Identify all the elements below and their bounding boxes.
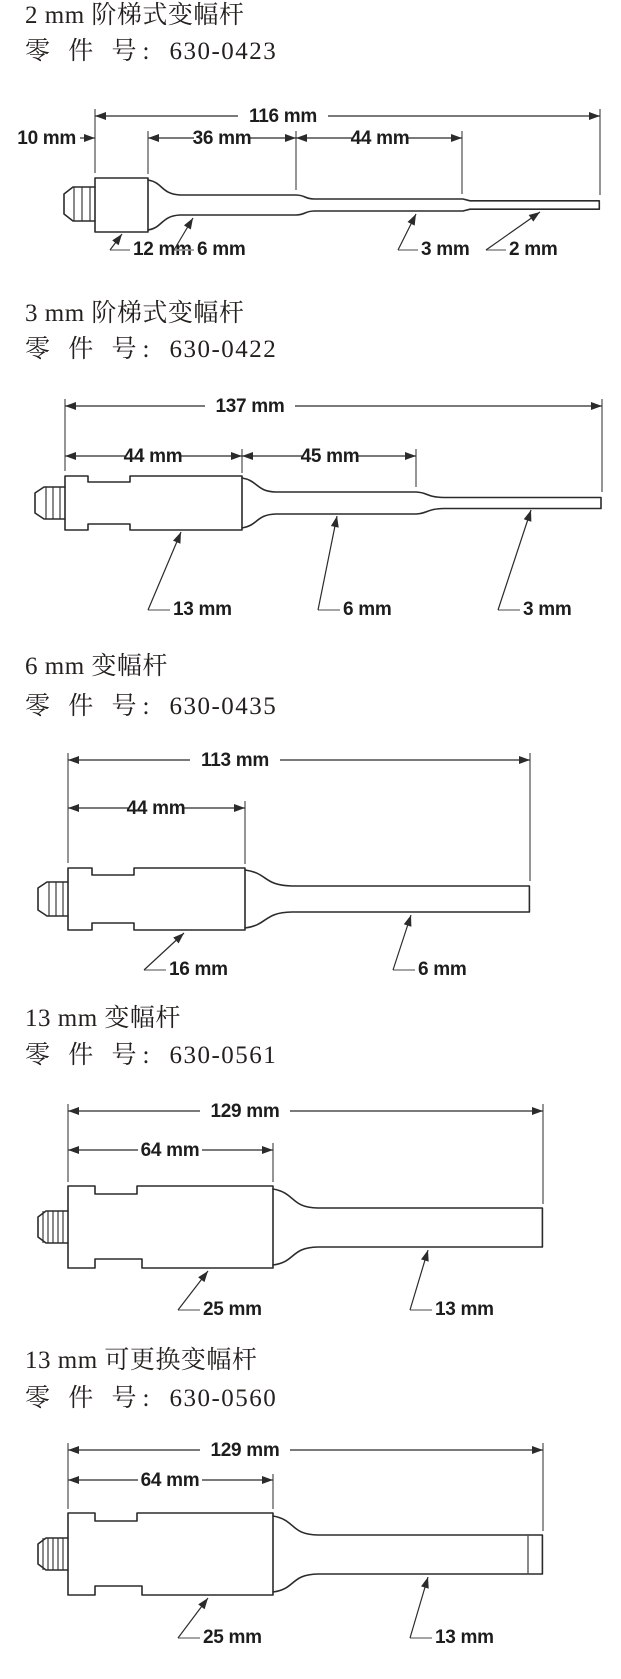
- part-label: 零 件 号:: [25, 1385, 156, 1412]
- diagram-6mm-horn: [0, 743, 621, 990]
- horn-outline: [35, 476, 601, 530]
- callout-label: 6 mm: [418, 959, 467, 980]
- dim-seg1-label: 44 mm: [126, 798, 186, 819]
- dim-overall-label: 113 mm: [201, 750, 269, 771]
- dimension-seg1: [68, 1470, 273, 1491]
- part-label: 零 件 号:: [25, 693, 156, 720]
- section-title-13mm-replaceable-horn: 13 mm 可更换变幅杆: [25, 1347, 258, 1374]
- callout-3mm: [398, 214, 469, 260]
- callout-6mm: [393, 915, 466, 980]
- callout-3mm: [498, 510, 571, 620]
- dim-seg1-label: 64 mm: [140, 1470, 200, 1491]
- callout-label: 6 mm: [197, 239, 246, 260]
- part-label: 零 件 号:: [25, 1042, 156, 1069]
- callout-label: 3 mm: [523, 599, 572, 620]
- diagram-2mm-stepped-horn: [0, 90, 621, 265]
- dim-overall-label: 129 mm: [210, 1101, 280, 1122]
- extension-lines: [68, 1443, 543, 1531]
- dim-overall-label: 129 mm: [210, 1440, 280, 1461]
- diagram-13mm-horn: [0, 1083, 621, 1325]
- callout-2mm: [486, 212, 557, 260]
- part-number: 630-0422: [169, 336, 278, 363]
- callout-label: 13 mm: [173, 599, 232, 620]
- callout-label: 25 mm: [203, 1627, 262, 1648]
- callout-16mm: [144, 933, 228, 980]
- dimension-stud: [17, 128, 95, 149]
- part-number-line: [25, 1042, 277, 1070]
- horn-outline: [38, 868, 529, 930]
- dimension-overall: [68, 1101, 543, 1122]
- dimension-overall: [65, 396, 602, 417]
- callout-label: 2 mm: [509, 239, 558, 260]
- dim-seg1-label: 64 mm: [140, 1140, 200, 1161]
- horn-outline: [38, 1186, 542, 1268]
- callout-label: 12 mm: [133, 239, 192, 260]
- section-title-3mm-stepped-horn: 3 mm 阶梯式变幅杆: [25, 300, 245, 327]
- dimension-overall: [68, 750, 530, 771]
- callout-13mm: [410, 1250, 494, 1320]
- callout-label: 25 mm: [203, 1299, 262, 1320]
- dimension-seg1: [68, 1140, 273, 1161]
- section-title-6mm-horn: 6 mm 变幅杆: [25, 653, 168, 680]
- dim-overall-label: 116 mm: [249, 106, 317, 127]
- extension-lines: [68, 1104, 543, 1204]
- section-title-2mm-stepped-horn: 2 mm 阶梯式变幅杆: [25, 2, 245, 29]
- dim-stud-label: 10 mm: [17, 128, 76, 149]
- callout-label: 13 mm: [435, 1627, 494, 1648]
- part-number-line: [25, 1385, 277, 1413]
- extension-lines: [95, 109, 600, 195]
- part-number: 630-0435: [169, 693, 278, 720]
- dimension-seg2: [242, 446, 416, 467]
- part-number-line: [25, 38, 277, 66]
- callout-6mm: [318, 516, 391, 620]
- dim-overall-label: 137 mm: [215, 396, 285, 417]
- callout-13mm: [148, 532, 232, 620]
- part-label: 零 件 号:: [25, 38, 156, 65]
- callout-label: 6 mm: [343, 599, 392, 620]
- diagram-3mm-stepped-horn: [0, 388, 621, 628]
- dim-seg2-label: 45 mm: [300, 446, 360, 467]
- dimension-seg2: [296, 128, 462, 149]
- callout-label: 3 mm: [421, 239, 470, 260]
- part-number: 630-0560: [169, 1385, 278, 1412]
- dimension-overall: [95, 106, 600, 127]
- diagram-13mm-replaceable-horn: [0, 1418, 621, 1673]
- part-label: 零 件 号:: [25, 336, 156, 363]
- dim-seg1-label: 36 mm: [192, 128, 252, 149]
- dimension-seg1: [68, 798, 245, 819]
- dim-seg2-label: 44 mm: [350, 128, 410, 149]
- callout-25mm: [178, 1271, 262, 1320]
- part-number-line: [25, 693, 277, 721]
- dimension-seg1: [148, 128, 296, 149]
- callout-12mm: [110, 234, 192, 260]
- horn-outline: [38, 1513, 542, 1595]
- dimension-overall: [68, 1440, 543, 1461]
- callout-label: 13 mm: [435, 1299, 494, 1320]
- part-number: 630-0561: [169, 1042, 278, 1069]
- callout-label: 16 mm: [169, 959, 228, 980]
- section-title-13mm-horn: 13 mm 变幅杆: [25, 1005, 181, 1032]
- callout-25mm: [178, 1598, 262, 1648]
- dimension-seg1: [65, 446, 242, 467]
- horn-outline: [64, 178, 599, 232]
- dim-seg1-label: 44 mm: [123, 446, 183, 467]
- part-number: 630-0423: [169, 38, 278, 65]
- part-number-line: [25, 336, 277, 364]
- callout-13mm: [410, 1577, 494, 1648]
